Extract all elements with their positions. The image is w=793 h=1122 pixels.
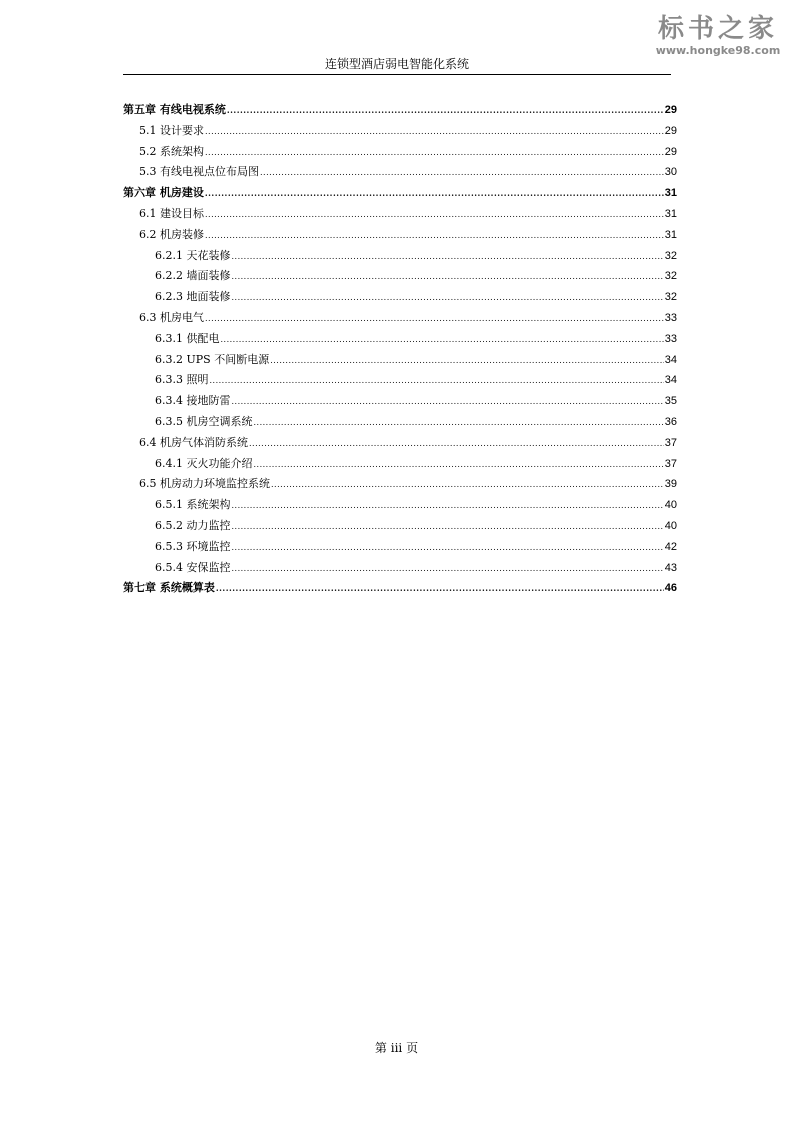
toc-entry[interactable] bbox=[123, 308, 677, 329]
toc-dot-leader bbox=[254, 455, 664, 476]
toc-entry-page: 29 bbox=[664, 124, 677, 137]
toc-dot-leader bbox=[232, 247, 664, 268]
toc-entry[interactable] bbox=[123, 100, 677, 121]
toc-entry-page: 46 bbox=[664, 582, 677, 595]
toc-entry[interactable] bbox=[123, 246, 677, 267]
toc-entry-page: 37 bbox=[664, 457, 677, 470]
toc-entry-page: 31 bbox=[664, 187, 677, 200]
toc-entry-label: 6.4.1 灭火功能介绍 bbox=[155, 456, 253, 470]
toc-entry[interactable] bbox=[123, 454, 677, 475]
toc-entry-page: 29 bbox=[664, 104, 677, 116]
toc-entry-label: 6.3.4 接地防雷 bbox=[155, 394, 231, 408]
toc-entry[interactable] bbox=[123, 142, 677, 163]
toc-entry[interactable] bbox=[123, 162, 677, 183]
header-divider bbox=[123, 74, 671, 75]
toc-entry-label: 6.5.2 动力监控 bbox=[155, 518, 231, 532]
toc-entry[interactable] bbox=[123, 350, 677, 371]
toc-entry-page: 36 bbox=[664, 415, 677, 428]
watermark-url: www.hongke98.com bbox=[655, 44, 781, 57]
toc-entry-label: 第五章 有线电视系统 bbox=[123, 103, 226, 116]
toc-dot-leader bbox=[260, 163, 664, 184]
toc-entry[interactable] bbox=[123, 578, 677, 599]
toc-entry-page: 40 bbox=[664, 519, 677, 532]
toc-entry[interactable] bbox=[123, 287, 677, 308]
toc-entry-page: 40 bbox=[664, 499, 677, 512]
toc-entry[interactable] bbox=[123, 225, 677, 246]
toc-entry-page: 35 bbox=[664, 395, 677, 408]
toc-entry-label: 6.5.1 系统架构 bbox=[155, 498, 231, 512]
toc-dot-leader bbox=[232, 559, 664, 580]
toc-entry-page: 34 bbox=[664, 353, 677, 366]
toc-entry-label: 6.2.2 墙面装修 bbox=[155, 269, 231, 283]
page-header: 连锁型酒店弱电智能化系统 bbox=[324, 57, 469, 71]
toc-dot-leader bbox=[232, 288, 664, 309]
watermark-logo bbox=[648, 14, 788, 57]
toc-entry-page: 30 bbox=[664, 166, 677, 179]
toc-dot-leader bbox=[205, 143, 664, 164]
toc-entry-label: 6.3.1 供配电 bbox=[155, 331, 220, 345]
toc-entry[interactable] bbox=[123, 516, 677, 537]
toc-entry-label: 6.2 机房装修 bbox=[139, 227, 204, 241]
toc-entry-page: 43 bbox=[664, 561, 677, 574]
toc-dot-leader bbox=[205, 309, 664, 330]
toc-entry[interactable] bbox=[123, 183, 677, 204]
toc-entry[interactable] bbox=[123, 433, 677, 454]
toc-dot-leader bbox=[232, 392, 664, 413]
toc-entry-page: 31 bbox=[664, 228, 677, 241]
page-footer: 第 iii 页 bbox=[374, 1041, 419, 1055]
toc-entry[interactable] bbox=[123, 537, 677, 558]
toc-entry-label: 第七章 系统概算表 bbox=[123, 581, 215, 595]
toc-entry-label: 6.5.4 安保监控 bbox=[155, 560, 231, 574]
toc-dot-leader bbox=[205, 183, 664, 204]
toc-dot-leader bbox=[232, 267, 664, 288]
toc-dot-leader bbox=[205, 226, 664, 247]
toc-entry[interactable] bbox=[123, 474, 677, 495]
toc-dot-leader bbox=[232, 496, 664, 517]
toc-entry-label: 6.2.3 地面装修 bbox=[155, 290, 231, 304]
toc-dot-leader bbox=[205, 205, 664, 226]
toc-entry[interactable] bbox=[123, 121, 677, 142]
toc-entry-page: 34 bbox=[664, 374, 677, 387]
toc-entry[interactable] bbox=[123, 412, 677, 433]
toc-entry[interactable] bbox=[123, 370, 677, 391]
toc-entry-label: 6.3.3 照明 bbox=[155, 373, 209, 387]
toc-entry-label: 6.1 建设目标 bbox=[139, 206, 204, 220]
toc-entry-label: 6.5.3 环境监控 bbox=[155, 539, 231, 553]
toc-entry-label: 5.2 系统架构 bbox=[139, 144, 204, 158]
toc-entry-page: 33 bbox=[664, 332, 677, 345]
toc-entry[interactable] bbox=[123, 558, 677, 579]
toc-dot-leader bbox=[221, 330, 664, 351]
toc-entry-page: 39 bbox=[664, 478, 677, 491]
toc-dot-leader bbox=[205, 122, 664, 143]
toc-entry-page: 33 bbox=[664, 311, 677, 324]
toc-dot-leader bbox=[210, 371, 664, 392]
toc-entry[interactable] bbox=[123, 329, 677, 350]
toc-entry-page: 29 bbox=[664, 145, 677, 158]
toc-entry-page: 32 bbox=[664, 270, 677, 283]
toc-dot-leader bbox=[270, 351, 664, 372]
toc-entry-label: 5.3 有线电视点位布局图 bbox=[139, 165, 259, 179]
toc-entry-page: 32 bbox=[664, 291, 677, 304]
toc-entry-label: 6.3 机房电气 bbox=[139, 310, 204, 324]
toc-entry[interactable] bbox=[123, 391, 677, 412]
toc-entry-page: 42 bbox=[664, 540, 677, 553]
toc-dot-leader bbox=[232, 517, 664, 538]
toc-dot-leader bbox=[249, 434, 664, 455]
toc-dot-leader bbox=[271, 475, 664, 496]
toc-dot-leader bbox=[227, 100, 664, 121]
toc-entry-label: 6.4 机房气体消防系统 bbox=[139, 435, 248, 449]
toc-entry-label: 6.3.5 机房空调系统 bbox=[155, 414, 253, 428]
toc-entry-label: 6.3.2 UPS 不间断电源 bbox=[155, 352, 270, 366]
toc-dot-leader bbox=[254, 413, 664, 434]
toc-entry[interactable] bbox=[123, 266, 677, 287]
toc-entry-label: 6.5 机房动力环境监控系统 bbox=[139, 477, 270, 491]
toc-entry-label: 6.2.1 天花装修 bbox=[155, 248, 231, 262]
toc-entry[interactable] bbox=[123, 495, 677, 516]
table-of-contents bbox=[123, 100, 677, 599]
toc-entry-label: 5.1 设计要求 bbox=[139, 123, 204, 137]
toc-entry-page: 31 bbox=[664, 207, 677, 220]
toc-entry-label: 第六章 机房建设 bbox=[123, 186, 204, 200]
toc-entry[interactable] bbox=[123, 204, 677, 225]
toc-dot-leader bbox=[216, 578, 664, 599]
toc-entry-page: 37 bbox=[664, 436, 677, 449]
watermark-title: 标书之家 bbox=[657, 14, 778, 44]
toc-entry-page: 32 bbox=[664, 249, 677, 262]
toc-dot-leader bbox=[232, 538, 664, 559]
